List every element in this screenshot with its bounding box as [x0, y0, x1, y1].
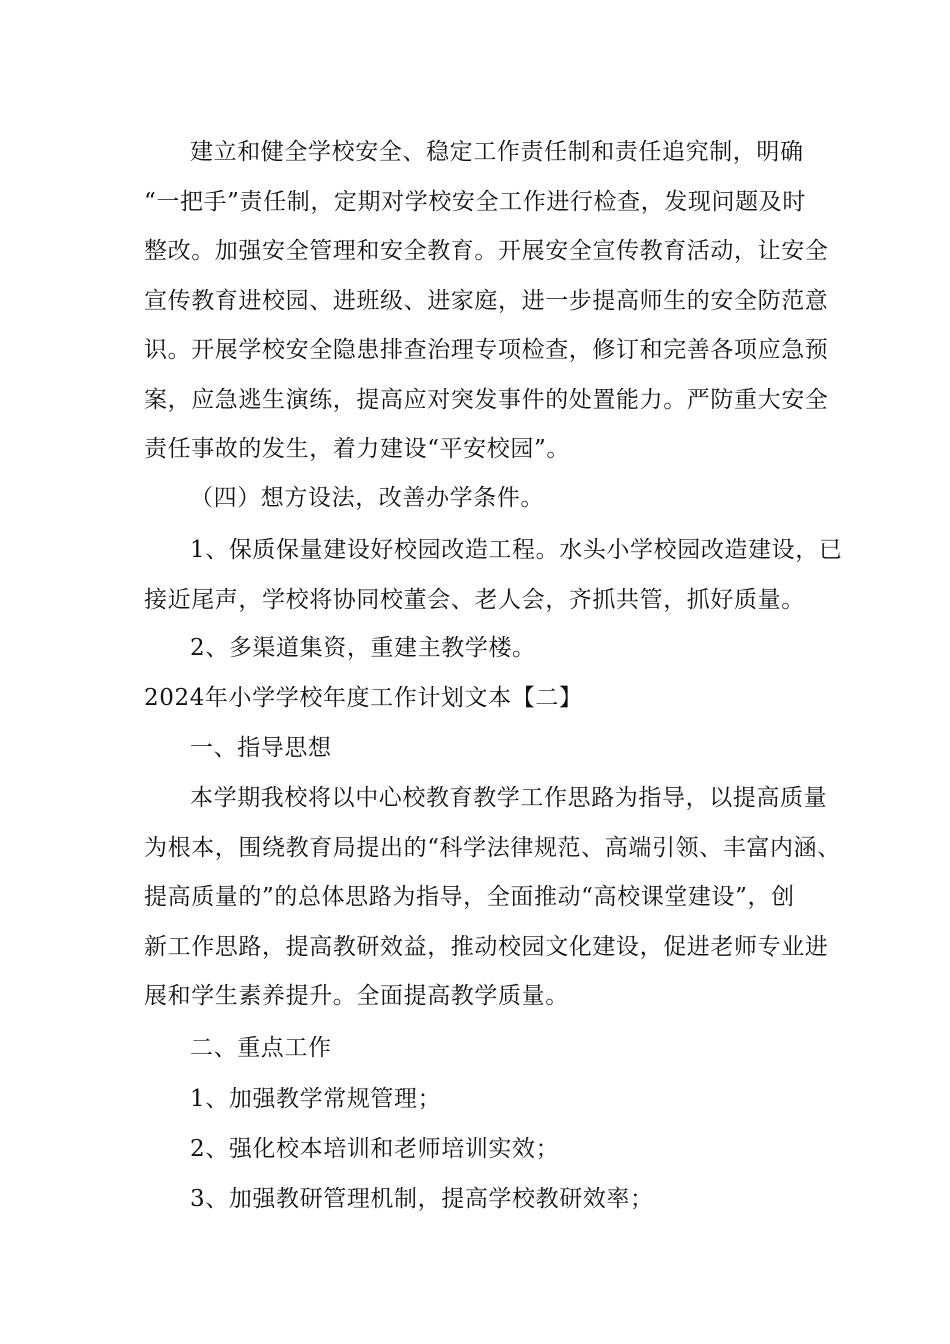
heading-guiding: 一、指导思想 — [190, 735, 332, 761]
guiding-paragraph — [144, 774, 841, 1022]
safety-paragraph — [144, 128, 829, 475]
key-work-item: 1、加强教学常规管理； — [190, 1086, 442, 1112]
paragraph-line: “一把手”责任制，定期对学校安全工作进行检查，发现问题及时 — [144, 188, 806, 215]
paragraph-line: 新工作思路，提高教研效益，推动校园文化建设，促进老师专业进 — [144, 933, 829, 960]
paragraph-line: 宣传教育进校园、进班级、进家庭，进一步提高师生的安全防范意 — [144, 287, 829, 314]
paragraph-line: 识。开展学校安全隐患排查治理专项检查，修订和完善各项应急预 — [144, 337, 829, 363]
section-title: 2024年小学学校年度工作计划文本【二】 — [144, 685, 583, 711]
key-work-item: 2、强化校本培训和老师培训实效； — [190, 1136, 560, 1162]
paragraph-line: 整改。加强安全管理和安全教育。开展安全宣传教育活动，让安全 — [144, 238, 829, 264]
paragraph-line: 本学期我校将以中心校教育教学工作思路为指导，以提高质量 — [190, 785, 828, 811]
paragraph-line: 为根本，围绕教育局提出的“科学法律规范、高端引领、丰富内涵、 — [144, 834, 841, 861]
heading-key-work: 二、重点工作 — [190, 1035, 332, 1061]
paragraph-line: 建立和健全学校安全、稳定工作责任制和责任追究制，明确 — [190, 139, 804, 165]
paragraph-line: 提高质量的”的总体思路为指导，全面推动“高校课堂建设”，创 — [144, 884, 795, 910]
item-one-paragraph — [144, 526, 843, 625]
paragraph-line: 1、保质保量建设好校园改造工程。水头小学校园改造建设，已 — [190, 537, 843, 563]
item-two: 2、多渠道集资，重建主教学楼。 — [190, 635, 536, 661]
heading-four: （四）想方设法，改善办学条件。 — [190, 485, 544, 511]
key-work-item: 3、加强教研管理机制，提高学校教研效率； — [190, 1186, 654, 1212]
paragraph-line: 接近尾声，学校将协同校董会、老人会，齐抓共管，抓好质量。 — [144, 586, 805, 613]
paragraph-line: 案，应急逃生演练，提高应对突发事件的处置能力。严防重大安全 — [144, 386, 829, 413]
paragraph-line: 责任事故的发生，着力建设“平安校园”。 — [144, 436, 570, 462]
paragraph-line: 展和学生素养提升。全面提高教学质量。 — [144, 983, 569, 1009]
